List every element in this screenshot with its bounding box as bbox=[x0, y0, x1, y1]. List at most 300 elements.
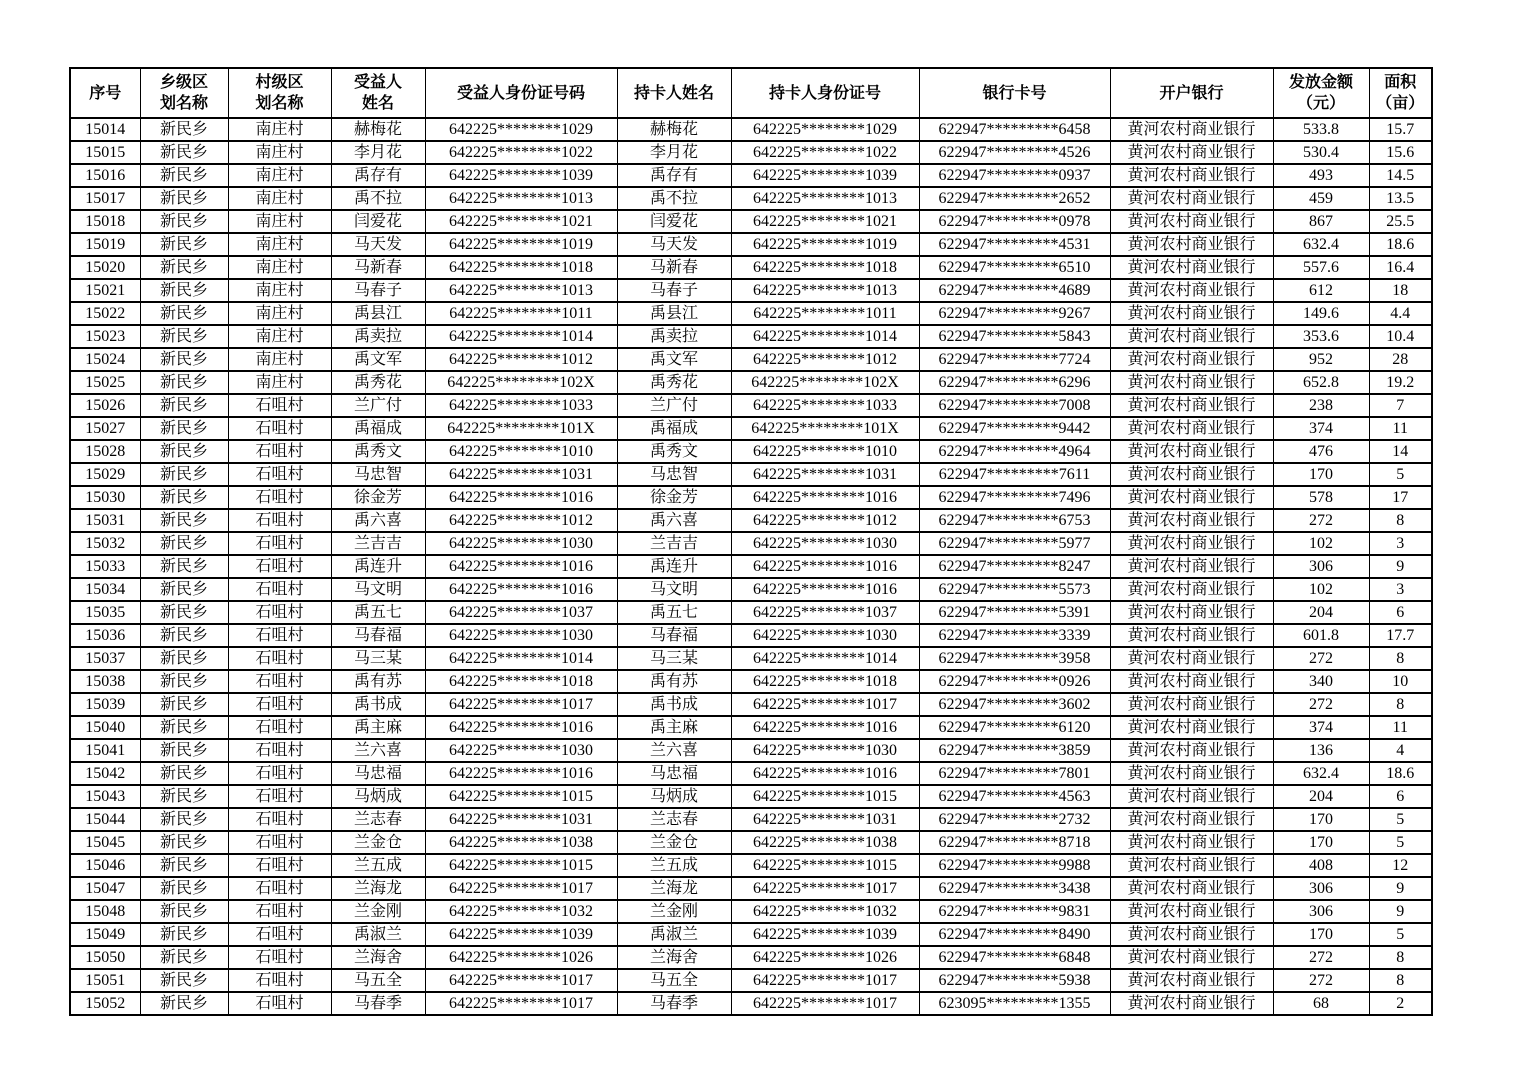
cell-serial: 15017 bbox=[70, 187, 140, 210]
cell-cardholder-id: 642225********1014 bbox=[731, 647, 919, 670]
cell-amount: 170 bbox=[1273, 463, 1369, 486]
cell-area: 6 bbox=[1369, 601, 1432, 624]
cell-amount: 557.6 bbox=[1273, 256, 1369, 279]
table-row bbox=[70, 969, 1432, 992]
cell-serial: 15015 bbox=[70, 141, 140, 164]
table-row bbox=[70, 923, 1432, 946]
cell-beneficiary-id: 642225********1029 bbox=[425, 118, 617, 141]
cell-cardholder-id: 642225********1012 bbox=[731, 509, 919, 532]
table-row bbox=[70, 601, 1432, 624]
table-row bbox=[70, 578, 1432, 601]
cell-township: 新民乡 bbox=[140, 210, 228, 233]
cell-beneficiary-name: 禹连升 bbox=[331, 555, 425, 578]
cell-beneficiary-id: 642225********1015 bbox=[425, 785, 617, 808]
cell-area: 17 bbox=[1369, 486, 1432, 509]
cell-township: 新民乡 bbox=[140, 440, 228, 463]
cell-amount: 204 bbox=[1273, 785, 1369, 808]
cell-serial: 15041 bbox=[70, 739, 140, 762]
table-row bbox=[70, 992, 1432, 1015]
table-row bbox=[70, 187, 1432, 210]
cell-village: 南庄村 bbox=[228, 118, 331, 141]
cell-card-number: 622947*********0926 bbox=[919, 670, 1110, 693]
column-header-beneficiary-name: 受益人 姓名 bbox=[331, 68, 425, 118]
subsidy-table bbox=[69, 67, 1433, 1016]
cell-area: 4.4 bbox=[1369, 302, 1432, 325]
cell-beneficiary-name: 李月花 bbox=[331, 141, 425, 164]
cell-bank: 黄河农村商业银行 bbox=[1110, 739, 1273, 762]
cell-serial: 15024 bbox=[70, 348, 140, 371]
table-row bbox=[70, 141, 1432, 164]
cell-area: 9 bbox=[1369, 555, 1432, 578]
cell-village: 石咀村 bbox=[228, 463, 331, 486]
cell-card-number: 622947*********5977 bbox=[919, 532, 1110, 555]
cell-amount: 476 bbox=[1273, 440, 1369, 463]
table-row bbox=[70, 440, 1432, 463]
cell-cardholder-id: 642225********1015 bbox=[731, 785, 919, 808]
table-row bbox=[70, 348, 1432, 371]
cell-bank: 黄河农村商业银行 bbox=[1110, 877, 1273, 900]
cell-village: 石咀村 bbox=[228, 716, 331, 739]
cell-village: 石咀村 bbox=[228, 808, 331, 831]
cell-amount: 493 bbox=[1273, 164, 1369, 187]
cell-village: 南庄村 bbox=[228, 164, 331, 187]
cell-area: 10 bbox=[1369, 670, 1432, 693]
cell-area: 15.7 bbox=[1369, 118, 1432, 141]
cell-cardholder-id: 642225********1031 bbox=[731, 808, 919, 831]
cell-amount: 272 bbox=[1273, 509, 1369, 532]
cell-serial: 15021 bbox=[70, 279, 140, 302]
cell-beneficiary-name: 赫梅花 bbox=[331, 118, 425, 141]
cell-area: 8 bbox=[1369, 969, 1432, 992]
cell-village: 南庄村 bbox=[228, 302, 331, 325]
cell-card-number: 622947*********6753 bbox=[919, 509, 1110, 532]
cell-township: 新民乡 bbox=[140, 371, 228, 394]
cell-township: 新民乡 bbox=[140, 854, 228, 877]
table-row bbox=[70, 624, 1432, 647]
cell-cardholder-id: 642225********1029 bbox=[731, 118, 919, 141]
table-row bbox=[70, 808, 1432, 831]
cell-cardholder-name: 兰六喜 bbox=[617, 739, 731, 762]
cell-beneficiary-id: 642225********1016 bbox=[425, 762, 617, 785]
cell-serial: 15050 bbox=[70, 946, 140, 969]
cell-cardholder-id: 642225********1016 bbox=[731, 716, 919, 739]
cell-township: 新民乡 bbox=[140, 808, 228, 831]
cell-beneficiary-name: 禹主麻 bbox=[331, 716, 425, 739]
cell-beneficiary-id: 642225********1013 bbox=[425, 187, 617, 210]
cell-card-number: 622947*********4526 bbox=[919, 141, 1110, 164]
cell-area: 10.4 bbox=[1369, 325, 1432, 348]
cell-amount: 374 bbox=[1273, 716, 1369, 739]
cell-beneficiary-name: 徐金芳 bbox=[331, 486, 425, 509]
cell-township: 新民乡 bbox=[140, 532, 228, 555]
cell-beneficiary-id: 642225********1012 bbox=[425, 509, 617, 532]
cell-serial: 15038 bbox=[70, 670, 140, 693]
cell-cardholder-name: 禹六喜 bbox=[617, 509, 731, 532]
cell-cardholder-id: 642225********1039 bbox=[731, 923, 919, 946]
cell-amount: 353.6 bbox=[1273, 325, 1369, 348]
cell-bank: 黄河农村商业银行 bbox=[1110, 785, 1273, 808]
cell-amount: 533.8 bbox=[1273, 118, 1369, 141]
cell-cardholder-id: 642225********1016 bbox=[731, 486, 919, 509]
cell-area: 9 bbox=[1369, 877, 1432, 900]
cell-card-number: 622947*********7801 bbox=[919, 762, 1110, 785]
table-row bbox=[70, 647, 1432, 670]
cell-card-number: 622947*********9267 bbox=[919, 302, 1110, 325]
cell-bank: 黄河农村商业银行 bbox=[1110, 509, 1273, 532]
cell-beneficiary-id: 642225********1032 bbox=[425, 900, 617, 923]
table-row bbox=[70, 831, 1432, 854]
cell-serial: 15044 bbox=[70, 808, 140, 831]
table-row bbox=[70, 532, 1432, 555]
cell-amount: 149.6 bbox=[1273, 302, 1369, 325]
cell-bank: 黄河农村商业银行 bbox=[1110, 670, 1273, 693]
cell-card-number: 622947*********4563 bbox=[919, 785, 1110, 808]
cell-area: 8 bbox=[1369, 647, 1432, 670]
cell-beneficiary-id: 642225********1017 bbox=[425, 992, 617, 1015]
cell-township: 新民乡 bbox=[140, 509, 228, 532]
cell-amount: 306 bbox=[1273, 900, 1369, 923]
table-row bbox=[70, 877, 1432, 900]
cell-village: 南庄村 bbox=[228, 233, 331, 256]
cell-area: 5 bbox=[1369, 923, 1432, 946]
cell-beneficiary-id: 642225********1011 bbox=[425, 302, 617, 325]
cell-beneficiary-name: 马忠智 bbox=[331, 463, 425, 486]
cell-village: 南庄村 bbox=[228, 187, 331, 210]
table-row bbox=[70, 785, 1432, 808]
cell-cardholder-name: 马春季 bbox=[617, 992, 731, 1015]
cell-beneficiary-id: 642225********1016 bbox=[425, 716, 617, 739]
cell-cardholder-id: 642225********1015 bbox=[731, 854, 919, 877]
cell-serial: 15030 bbox=[70, 486, 140, 509]
cell-village: 石咀村 bbox=[228, 555, 331, 578]
cell-bank: 黄河农村商业银行 bbox=[1110, 900, 1273, 923]
cell-cardholder-name: 禹主麻 bbox=[617, 716, 731, 739]
cell-card-number: 622947*********7611 bbox=[919, 463, 1110, 486]
cell-cardholder-name: 兰金刚 bbox=[617, 900, 731, 923]
cell-cardholder-name: 马春福 bbox=[617, 624, 731, 647]
cell-township: 新民乡 bbox=[140, 118, 228, 141]
cell-cardholder-name: 禹文军 bbox=[617, 348, 731, 371]
cell-township: 新民乡 bbox=[140, 647, 228, 670]
cell-beneficiary-id: 642225********1012 bbox=[425, 348, 617, 371]
cell-card-number: 622947*********3602 bbox=[919, 693, 1110, 716]
cell-card-number: 622947*********7496 bbox=[919, 486, 1110, 509]
cell-township: 新民乡 bbox=[140, 463, 228, 486]
cell-cardholder-id: 642225********1039 bbox=[731, 164, 919, 187]
cell-amount: 204 bbox=[1273, 601, 1369, 624]
cell-township: 新民乡 bbox=[140, 900, 228, 923]
cell-area: 14.5 bbox=[1369, 164, 1432, 187]
cell-bank: 黄河农村商业银行 bbox=[1110, 256, 1273, 279]
table-row bbox=[70, 256, 1432, 279]
cell-card-number: 622947*********3339 bbox=[919, 624, 1110, 647]
cell-village: 石咀村 bbox=[228, 877, 331, 900]
cell-card-number: 622947*********6296 bbox=[919, 371, 1110, 394]
cell-serial: 15036 bbox=[70, 624, 140, 647]
cell-beneficiary-name: 马文明 bbox=[331, 578, 425, 601]
cell-village: 南庄村 bbox=[228, 348, 331, 371]
cell-amount: 601.8 bbox=[1273, 624, 1369, 647]
cell-serial: 15031 bbox=[70, 509, 140, 532]
cell-card-number: 622947*********9831 bbox=[919, 900, 1110, 923]
cell-village: 石咀村 bbox=[228, 785, 331, 808]
cell-card-number: 622947*********2652 bbox=[919, 187, 1110, 210]
cell-cardholder-name: 禹不拉 bbox=[617, 187, 731, 210]
cell-serial: 15029 bbox=[70, 463, 140, 486]
cell-beneficiary-id: 642225********1033 bbox=[425, 394, 617, 417]
cell-card-number: 622947*********6510 bbox=[919, 256, 1110, 279]
cell-township: 新民乡 bbox=[140, 578, 228, 601]
cell-village: 石咀村 bbox=[228, 693, 331, 716]
table-row bbox=[70, 854, 1432, 877]
cell-amount: 272 bbox=[1273, 693, 1369, 716]
cell-bank: 黄河农村商业银行 bbox=[1110, 187, 1273, 210]
cell-card-number: 622947*********6458 bbox=[919, 118, 1110, 141]
cell-card-number: 622947*********6848 bbox=[919, 946, 1110, 969]
table-row bbox=[70, 394, 1432, 417]
cell-township: 新民乡 bbox=[140, 164, 228, 187]
cell-township: 新民乡 bbox=[140, 992, 228, 1015]
cell-serial: 15046 bbox=[70, 854, 140, 877]
cell-area: 8 bbox=[1369, 509, 1432, 532]
cell-beneficiary-name: 兰吉吉 bbox=[331, 532, 425, 555]
cell-card-number: 622947*********9988 bbox=[919, 854, 1110, 877]
cell-beneficiary-id: 642225********1015 bbox=[425, 854, 617, 877]
cell-beneficiary-id: 642225********1013 bbox=[425, 279, 617, 302]
cell-cardholder-id: 642225********1038 bbox=[731, 831, 919, 854]
cell-beneficiary-name: 禹卖拉 bbox=[331, 325, 425, 348]
cell-bank: 黄河农村商业银行 bbox=[1110, 624, 1273, 647]
cell-village: 石咀村 bbox=[228, 578, 331, 601]
cell-beneficiary-name: 马五全 bbox=[331, 969, 425, 992]
cell-amount: 68 bbox=[1273, 992, 1369, 1015]
cell-amount: 578 bbox=[1273, 486, 1369, 509]
cell-cardholder-id: 642225********1037 bbox=[731, 601, 919, 624]
table-row bbox=[70, 371, 1432, 394]
cell-card-number: 622947*********3438 bbox=[919, 877, 1110, 900]
cell-beneficiary-id: 642225********1037 bbox=[425, 601, 617, 624]
cell-cardholder-id: 642225********1016 bbox=[731, 555, 919, 578]
table-row bbox=[70, 762, 1432, 785]
cell-village: 石咀村 bbox=[228, 831, 331, 854]
cell-card-number: 622947*********8247 bbox=[919, 555, 1110, 578]
cell-bank: 黄河农村商业银行 bbox=[1110, 693, 1273, 716]
cell-beneficiary-id: 642225********1016 bbox=[425, 486, 617, 509]
cell-bank: 黄河农村商业银行 bbox=[1110, 854, 1273, 877]
cell-beneficiary-name: 马新春 bbox=[331, 256, 425, 279]
cell-village: 石咀村 bbox=[228, 532, 331, 555]
cell-card-number: 622947*********6120 bbox=[919, 716, 1110, 739]
cell-township: 新民乡 bbox=[140, 831, 228, 854]
cell-amount: 102 bbox=[1273, 578, 1369, 601]
table-row bbox=[70, 555, 1432, 578]
cell-area: 18 bbox=[1369, 279, 1432, 302]
cell-bank: 黄河农村商业银行 bbox=[1110, 532, 1273, 555]
cell-cardholder-name: 马天发 bbox=[617, 233, 731, 256]
cell-serial: 15034 bbox=[70, 578, 140, 601]
cell-cardholder-name: 马五全 bbox=[617, 969, 731, 992]
cell-beneficiary-name: 马炳成 bbox=[331, 785, 425, 808]
cell-bank: 黄河农村商业银行 bbox=[1110, 417, 1273, 440]
cell-area: 17.7 bbox=[1369, 624, 1432, 647]
cell-village: 石咀村 bbox=[228, 969, 331, 992]
cell-village: 石咀村 bbox=[228, 601, 331, 624]
cell-beneficiary-name: 兰金刚 bbox=[331, 900, 425, 923]
cell-amount: 170 bbox=[1273, 923, 1369, 946]
column-header-card-number: 银行卡号 bbox=[919, 68, 1110, 118]
cell-area: 6 bbox=[1369, 785, 1432, 808]
cell-area: 11 bbox=[1369, 716, 1432, 739]
column-header-village: 村级区 划名称 bbox=[228, 68, 331, 118]
cell-cardholder-id: 642225********1032 bbox=[731, 900, 919, 923]
cell-card-number: 622947*********5391 bbox=[919, 601, 1110, 624]
cell-serial: 15022 bbox=[70, 302, 140, 325]
cell-cardholder-id: 642225********1012 bbox=[731, 348, 919, 371]
cell-cardholder-id: 642225********1017 bbox=[731, 992, 919, 1015]
cell-beneficiary-id: 642225********1017 bbox=[425, 877, 617, 900]
cell-serial: 15026 bbox=[70, 394, 140, 417]
cell-serial: 15037 bbox=[70, 647, 140, 670]
cell-amount: 170 bbox=[1273, 808, 1369, 831]
column-header-township: 乡级区 划名称 bbox=[140, 68, 228, 118]
cell-cardholder-name: 马炳成 bbox=[617, 785, 731, 808]
table-row bbox=[70, 716, 1432, 739]
cell-township: 新民乡 bbox=[140, 762, 228, 785]
cell-beneficiary-name: 马忠福 bbox=[331, 762, 425, 785]
cell-area: 7 bbox=[1369, 394, 1432, 417]
cell-cardholder-name: 马忠福 bbox=[617, 762, 731, 785]
cell-cardholder-id: 642225********1019 bbox=[731, 233, 919, 256]
cell-township: 新民乡 bbox=[140, 279, 228, 302]
cell-amount: 867 bbox=[1273, 210, 1369, 233]
cell-bank: 黄河农村商业银行 bbox=[1110, 992, 1273, 1015]
cell-cardholder-name: 赫梅花 bbox=[617, 118, 731, 141]
cell-cardholder-name: 禹福成 bbox=[617, 417, 731, 440]
cell-township: 新民乡 bbox=[140, 555, 228, 578]
cell-area: 16.4 bbox=[1369, 256, 1432, 279]
cell-beneficiary-name: 马春子 bbox=[331, 279, 425, 302]
cell-serial: 15028 bbox=[70, 440, 140, 463]
cell-serial: 15051 bbox=[70, 969, 140, 992]
cell-area: 12 bbox=[1369, 854, 1432, 877]
cell-serial: 15048 bbox=[70, 900, 140, 923]
cell-card-number: 622947*********0978 bbox=[919, 210, 1110, 233]
cell-beneficiary-id: 642225********1014 bbox=[425, 647, 617, 670]
cell-cardholder-name: 禹淑兰 bbox=[617, 923, 731, 946]
cell-cardholder-name: 禹连升 bbox=[617, 555, 731, 578]
cell-cardholder-name: 马忠智 bbox=[617, 463, 731, 486]
cell-amount: 340 bbox=[1273, 670, 1369, 693]
cell-serial: 15033 bbox=[70, 555, 140, 578]
cell-beneficiary-id: 642225********101X bbox=[425, 417, 617, 440]
cell-area: 5 bbox=[1369, 463, 1432, 486]
cell-area: 19.2 bbox=[1369, 371, 1432, 394]
cell-bank: 黄河农村商业银行 bbox=[1110, 394, 1273, 417]
cell-amount: 170 bbox=[1273, 831, 1369, 854]
cell-serial: 15014 bbox=[70, 118, 140, 141]
cell-bank: 黄河农村商业银行 bbox=[1110, 164, 1273, 187]
cell-village: 石咀村 bbox=[228, 739, 331, 762]
cell-card-number: 622947*********5843 bbox=[919, 325, 1110, 348]
cell-area: 13.5 bbox=[1369, 187, 1432, 210]
cell-beneficiary-name: 马春福 bbox=[331, 624, 425, 647]
cell-serial: 15025 bbox=[70, 371, 140, 394]
cell-amount: 530.4 bbox=[1273, 141, 1369, 164]
cell-cardholder-id: 642225********1013 bbox=[731, 187, 919, 210]
cell-cardholder-name: 禹存有 bbox=[617, 164, 731, 187]
cell-township: 新民乡 bbox=[140, 877, 228, 900]
cell-amount: 374 bbox=[1273, 417, 1369, 440]
cell-bank: 黄河农村商业银行 bbox=[1110, 969, 1273, 992]
cell-township: 新民乡 bbox=[140, 233, 228, 256]
cell-cardholder-name: 禹书成 bbox=[617, 693, 731, 716]
cell-beneficiary-id: 642225********1018 bbox=[425, 256, 617, 279]
cell-serial: 15035 bbox=[70, 601, 140, 624]
cell-area: 15.6 bbox=[1369, 141, 1432, 164]
cell-serial: 15032 bbox=[70, 532, 140, 555]
table-row bbox=[70, 486, 1432, 509]
cell-beneficiary-name: 兰志春 bbox=[331, 808, 425, 831]
cell-bank: 黄河农村商业银行 bbox=[1110, 946, 1273, 969]
cell-card-number: 622947*********5573 bbox=[919, 578, 1110, 601]
cell-area: 2 bbox=[1369, 992, 1432, 1015]
cell-village: 石咀村 bbox=[228, 486, 331, 509]
cell-amount: 632.4 bbox=[1273, 233, 1369, 256]
cell-township: 新民乡 bbox=[140, 187, 228, 210]
cell-beneficiary-id: 642225********1039 bbox=[425, 164, 617, 187]
cell-area: 18.6 bbox=[1369, 762, 1432, 785]
cell-bank: 黄河农村商业银行 bbox=[1110, 486, 1273, 509]
cell-village: 南庄村 bbox=[228, 141, 331, 164]
cell-bank: 黄河农村商业银行 bbox=[1110, 325, 1273, 348]
cell-bank: 黄河农村商业银行 bbox=[1110, 302, 1273, 325]
cell-township: 新民乡 bbox=[140, 256, 228, 279]
cell-amount: 272 bbox=[1273, 969, 1369, 992]
cell-amount: 652.8 bbox=[1273, 371, 1369, 394]
cell-beneficiary-name: 禹有苏 bbox=[331, 670, 425, 693]
cell-village: 南庄村 bbox=[228, 279, 331, 302]
cell-village: 石咀村 bbox=[228, 509, 331, 532]
cell-beneficiary-id: 642225********1016 bbox=[425, 578, 617, 601]
cell-area: 3 bbox=[1369, 532, 1432, 555]
cell-village: 石咀村 bbox=[228, 992, 331, 1015]
cell-cardholder-id: 642225********1013 bbox=[731, 279, 919, 302]
table-row bbox=[70, 164, 1432, 187]
cell-bank: 黄河农村商业银行 bbox=[1110, 578, 1273, 601]
cell-township: 新民乡 bbox=[140, 693, 228, 716]
cell-amount: 272 bbox=[1273, 647, 1369, 670]
cell-cardholder-name: 禹秀花 bbox=[617, 371, 731, 394]
cell-bank: 黄河农村商业银行 bbox=[1110, 555, 1273, 578]
cell-area: 8 bbox=[1369, 946, 1432, 969]
cell-bank: 黄河农村商业银行 bbox=[1110, 141, 1273, 164]
cell-area: 25.5 bbox=[1369, 210, 1432, 233]
cell-township: 新民乡 bbox=[140, 394, 228, 417]
column-header-cardholder-name: 持卡人姓名 bbox=[617, 68, 731, 118]
cell-serial: 15027 bbox=[70, 417, 140, 440]
cell-village: 石咀村 bbox=[228, 647, 331, 670]
cell-cardholder-id: 642225********1016 bbox=[731, 578, 919, 601]
cell-area: 28 bbox=[1369, 348, 1432, 371]
cell-area: 5 bbox=[1369, 808, 1432, 831]
cell-serial: 15045 bbox=[70, 831, 140, 854]
table-row bbox=[70, 417, 1432, 440]
cell-serial: 15047 bbox=[70, 877, 140, 900]
cell-cardholder-id: 642225********1017 bbox=[731, 693, 919, 716]
cell-beneficiary-name: 禹秀文 bbox=[331, 440, 425, 463]
cell-card-number: 623095*********1355 bbox=[919, 992, 1110, 1015]
cell-village: 石咀村 bbox=[228, 854, 331, 877]
